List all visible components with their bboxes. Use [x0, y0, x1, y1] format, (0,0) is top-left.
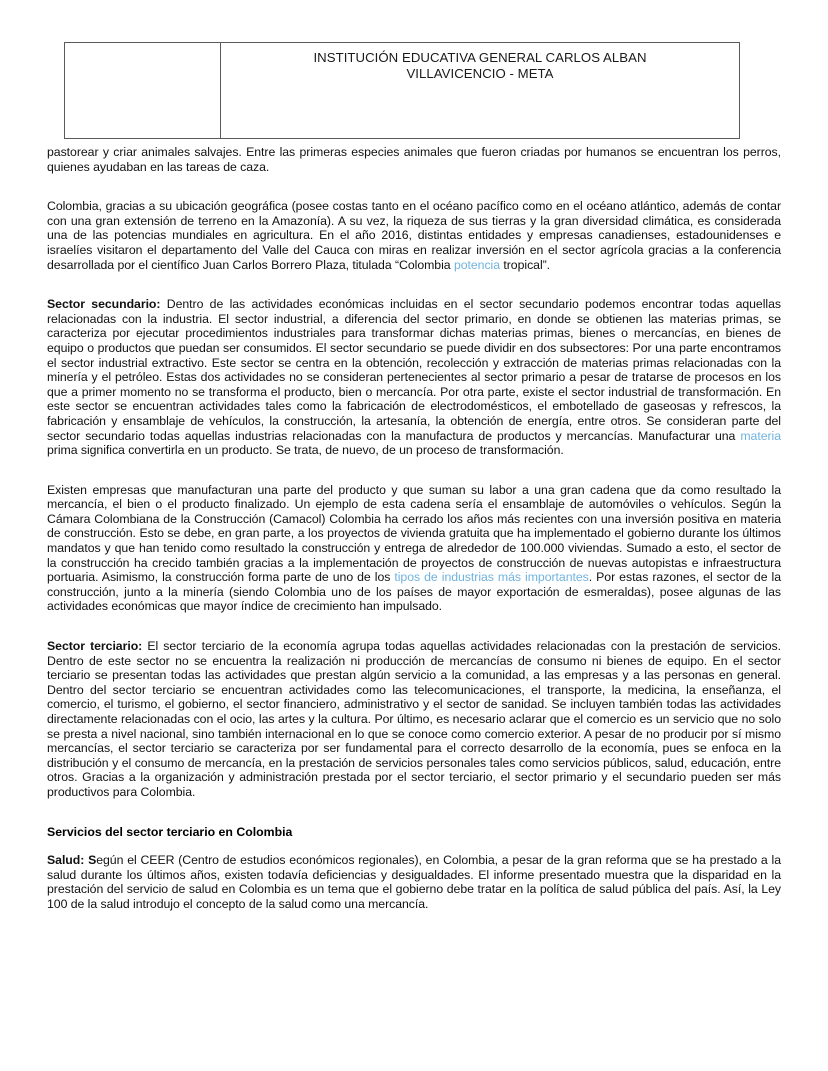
institution-location-line2: VILLAVICENCIO - META [406, 66, 554, 81]
document-header-table [64, 42, 740, 139]
paragraph-sector-secundario-text-pre: Dentro de las actividades económicas incluidas en el sector secundario podemos encontrar todas aquellas relacionadas con la industria. El sector industrial, a diferencia del sector primario, en donde se obtienen las materias primas, se caracteriza por ejecutar procedimientos industriales para transformar dichas materias primas, bienes o mercancías, en bienes de equipo o productos que puedan ser consumidos. El sector secundario se puede dividir en dos subsectores: Por una parte encontramos el sector industrial extractivo. Este sector se centra en la obtención, recolección y extracción de materias primas relacionadas con la minería y el petróleo. Estas dos actividades no se consideran pertenecientes al sector primario a pesar de tratarse de procesos en los que a primer momento no se transforma el producto, bien o mercancía. Por otra parte, existe el sector industrial de transformación. En este sector se encuentran actividades tales como la fabricación de electrodomésticos, el embotellado de gaseosas y refrescos, la fabricación y ensamblaje de vehículos, la construcción, la artesanía, la obtención de energía, entre otros. Se consideran parte del sector secundario todas aquellas industrias relacionadas con la manufactura de productos y mercancías. Manufacturar una [47, 297, 781, 443]
paragraph-empresas-text-post: . Por estas razones, el sector de la construcción, junto a la minería (siendo Colombia uno de los países de mayor exportación de esmeraldas), posee algunas de las actividades económicas que mayor índice de crecimiento han impulsado. [47, 570, 781, 614]
paragraph-colombia-text-post: tropical”. [500, 257, 551, 272]
paragraph-salud-text: egún el CEER (Centro de estudios económicos regionales), en Colombia, a pesar de la gran reforma que se ha prestado a la salud durante los últimos años, existen todavía deficiencias y desigualdades. El informe presentado muestra que la disparidad en la prestación del servicio de salud en Colombia es un tema que el gobierno debe tratar en la política de salud pública del país. Así, la Ley 100 de la salud introdujo el concepto de la salud como una mercancía. [47, 853, 781, 911]
paragraph-colombia-text-pre: Colombia, gracias a su ubicación geográfica (posee costas tanto en el océano pacífico como en el océano atlántico, además de contar con una gran extensión de terreno en la Amazonía). A su vez, la riqueza de sus tierras y la gran diversidad climática, es considerada una de las potencias mundiales en agricultura. En el año 2016, distintas entidades y empresas canadienses, estadounidenses e israelíes visitaron el departamento del Valle del Cauca con miras en realizar inversión en el sector agrícola gracias a la conferencia desarrollada por el científico Juan Carlos Borrero Plaza, titulada “Colombia [47, 199, 781, 272]
paragraph-sector-secundario-text-post: prima significa convertirla en un producto. Se trata, de nuevo, de un proceso de transformación. [47, 443, 564, 458]
subheading-servicios-sector-terciario: Servicios del sector terciario en Colombia [47, 824, 293, 839]
link-tipos-de-industrias-mas-importantes[interactable]: tipos de industrias más importantes [394, 570, 589, 585]
header-logo-cell [65, 43, 221, 139]
label-sector-terciario: Sector terciario: [47, 639, 143, 654]
link-materia[interactable]: materia [740, 428, 781, 443]
paragraph-sector-terciario-text: El sector terciario de la economía agrupa todas aquellas actividades relacionadas con la prestación de servicios. Dentro de este sector no se encuentra la realización ni producción de mercancías de consumo ni bienes de equipo. En el sector terciario se presentan todas las actividades que prestan algún servicio a la comunidad, a las empresas y a las personas en general. Dentro del sector terciario se encuentran actividades como las telecomunicaciones, el transporte, la medicina, la enseñanza, el comercio, el turismo, el gobierno, el sector financiero, administrativo y el sector de sanidad. Se incluyen también todas las actividades directamente relacionadas con el ocio, las artes y la cultura. Por último, es necesario aclarar que el comercio es un servicio que no solo se presta a nivel nacional, sino también internacional en lo que se conoce como comercio exterior. A pesar de no producir por sí mismo mercancías, el sector terciario se caracteriza por ser fundamental para el correcto desarrollo de la economía, pues se enfoca en la distribución y el consumo de mercancía, en la prestación de servicios personales tales como servicios públicos, salud, educación, entre otros. Gracias a la organización y administración prestada por el sector terciario, el sector primario y el secundario pueden ser más productivos para Colombia. [47, 639, 782, 799]
link-potencia[interactable]: potencia [453, 257, 501, 272]
header-table-row [65, 43, 740, 139]
paragraph-salud [47, 853, 781, 911]
header-title-cell [221, 43, 740, 139]
institution-name-line1: INSTITUCIÓN EDUCATIVA GENERAL CARLOS ALBAN [313, 50, 647, 65]
paragraph-colombia-agricultura [47, 199, 781, 272]
paragraph-sector-secundario [47, 297, 781, 458]
label-salud: Salud: S [47, 853, 97, 868]
paragraph-sector-terciario [47, 639, 781, 800]
paragraph-domestication: pastorear y criar animales salvajes. Entre las primeras especies animales que fueron criadas por humanos se encuentran los perros, quienes ayudaban en las tareas de caza. [47, 145, 781, 174]
label-sector-secundario: Sector secundario: [47, 297, 161, 312]
document-body [47, 145, 781, 926]
paragraph-empresas-text-pre: Existen empresas que manufacturan una parte del producto y que suman su labor a una gran cadena que da como resultado la mercancía, el bien o el producto finalizado. Un ejemplo de esta cadena sería el ensamblaje de automóviles o vehículos. Según la Cámara Colombiana de la Construcción (Camacol) Colombia ha cerrado los años más recientes con una inversión positiva en materia de construcción. Esto se debe, en gran parte, a los proyectos de vivienda gratuita que ha implementado el gobierno durante los últimos mandatos y que han tenido como resultado la construcción y entrega de alrededor de 100.000 viviendas. Sumado a esto, el sector de la construcción ha crecido también gracias a la implementación de proyectos de construcción de nuevas autopistas e infraestructura portuaria. Asimismo, la construcción forma parte de uno de los [47, 482, 781, 585]
paragraph-empresas-construccion [47, 483, 781, 614]
